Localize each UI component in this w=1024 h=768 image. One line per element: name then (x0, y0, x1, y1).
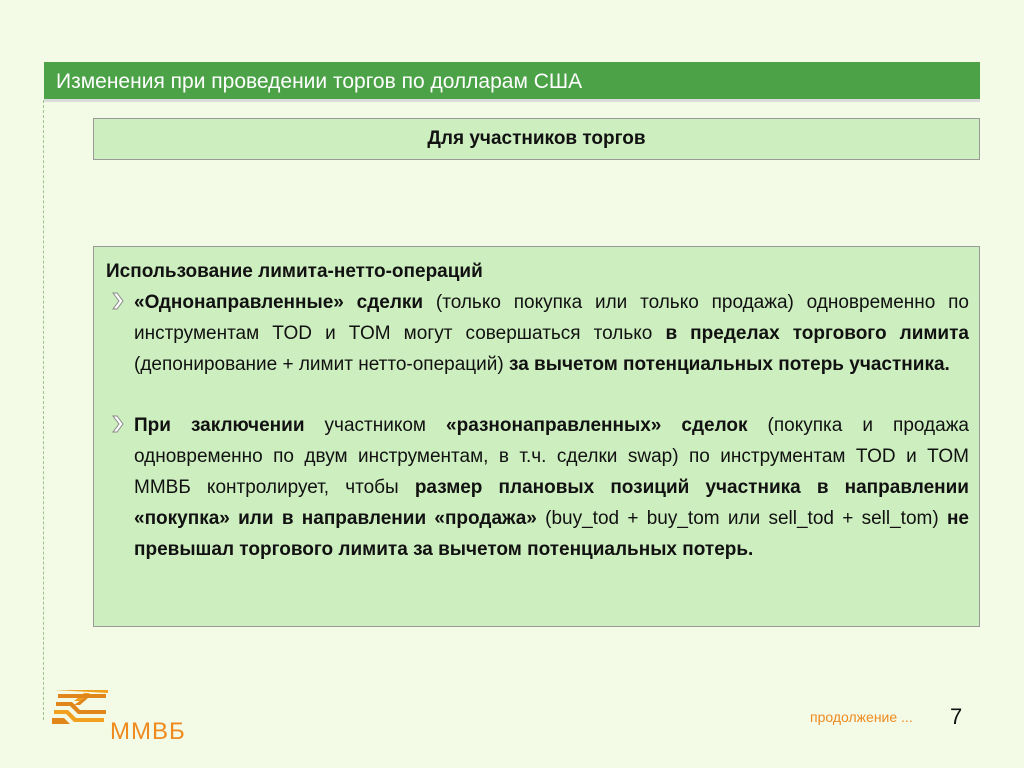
bullet-text-bold: за вычетом потенциальных потерь участника. (509, 354, 950, 375)
subheader-label: Для участников торгов (427, 128, 646, 149)
bullet-text-bold: не превышал торгового лимита за вычетом потенциальных потерь. (134, 508, 969, 560)
chevron-right-icon (111, 292, 125, 310)
bullet-item (106, 287, 969, 380)
bullet-text: (buy_tod + buy_tom или sell_tod + sell_tom) (536, 508, 947, 529)
bullet-text: участником (304, 415, 447, 436)
left-divider (43, 100, 44, 720)
mmvb-logo-icon (50, 688, 110, 726)
chevron-right-icon (111, 415, 125, 433)
bullet-text: (покупка и продажа одновременно по двум инструментам, в т.ч. сделки swap) по инструментам TOD и TOM ММВБ контролирует, чтобы (134, 415, 969, 498)
continue-link[interactable]: продолжение ... (810, 709, 913, 725)
bullet-text-bold: в пределах торгового лимита (665, 323, 969, 344)
bullet-text-bold: При заключении (134, 415, 305, 436)
content-heading: Использование лимита-нетто-операций (106, 261, 483, 282)
page-title: Изменения при проведении торгов по долларам США (56, 70, 583, 93)
title-bar (44, 62, 980, 102)
brand-name: ММВБ (110, 718, 186, 745)
content-box (93, 246, 980, 627)
bullet-text-bold: размер плановых позиций участника в направлении «покупка» или в направлении «продажа» (134, 477, 969, 529)
page-number: 7 (950, 704, 963, 729)
bullet-text-bold: «разнонаправленных» сделок (446, 415, 748, 436)
bullet-text: (депонирование + лимит нетто-операций) (134, 354, 509, 375)
bullet-text: (только покупка или только продажа) одновременно по инструментам TOD и TOM могут совершаться только (134, 292, 969, 344)
subheader-box (93, 118, 980, 160)
bullet-item (106, 410, 969, 565)
bullet-text-bold: «Однонаправленные» сделки (134, 292, 424, 313)
